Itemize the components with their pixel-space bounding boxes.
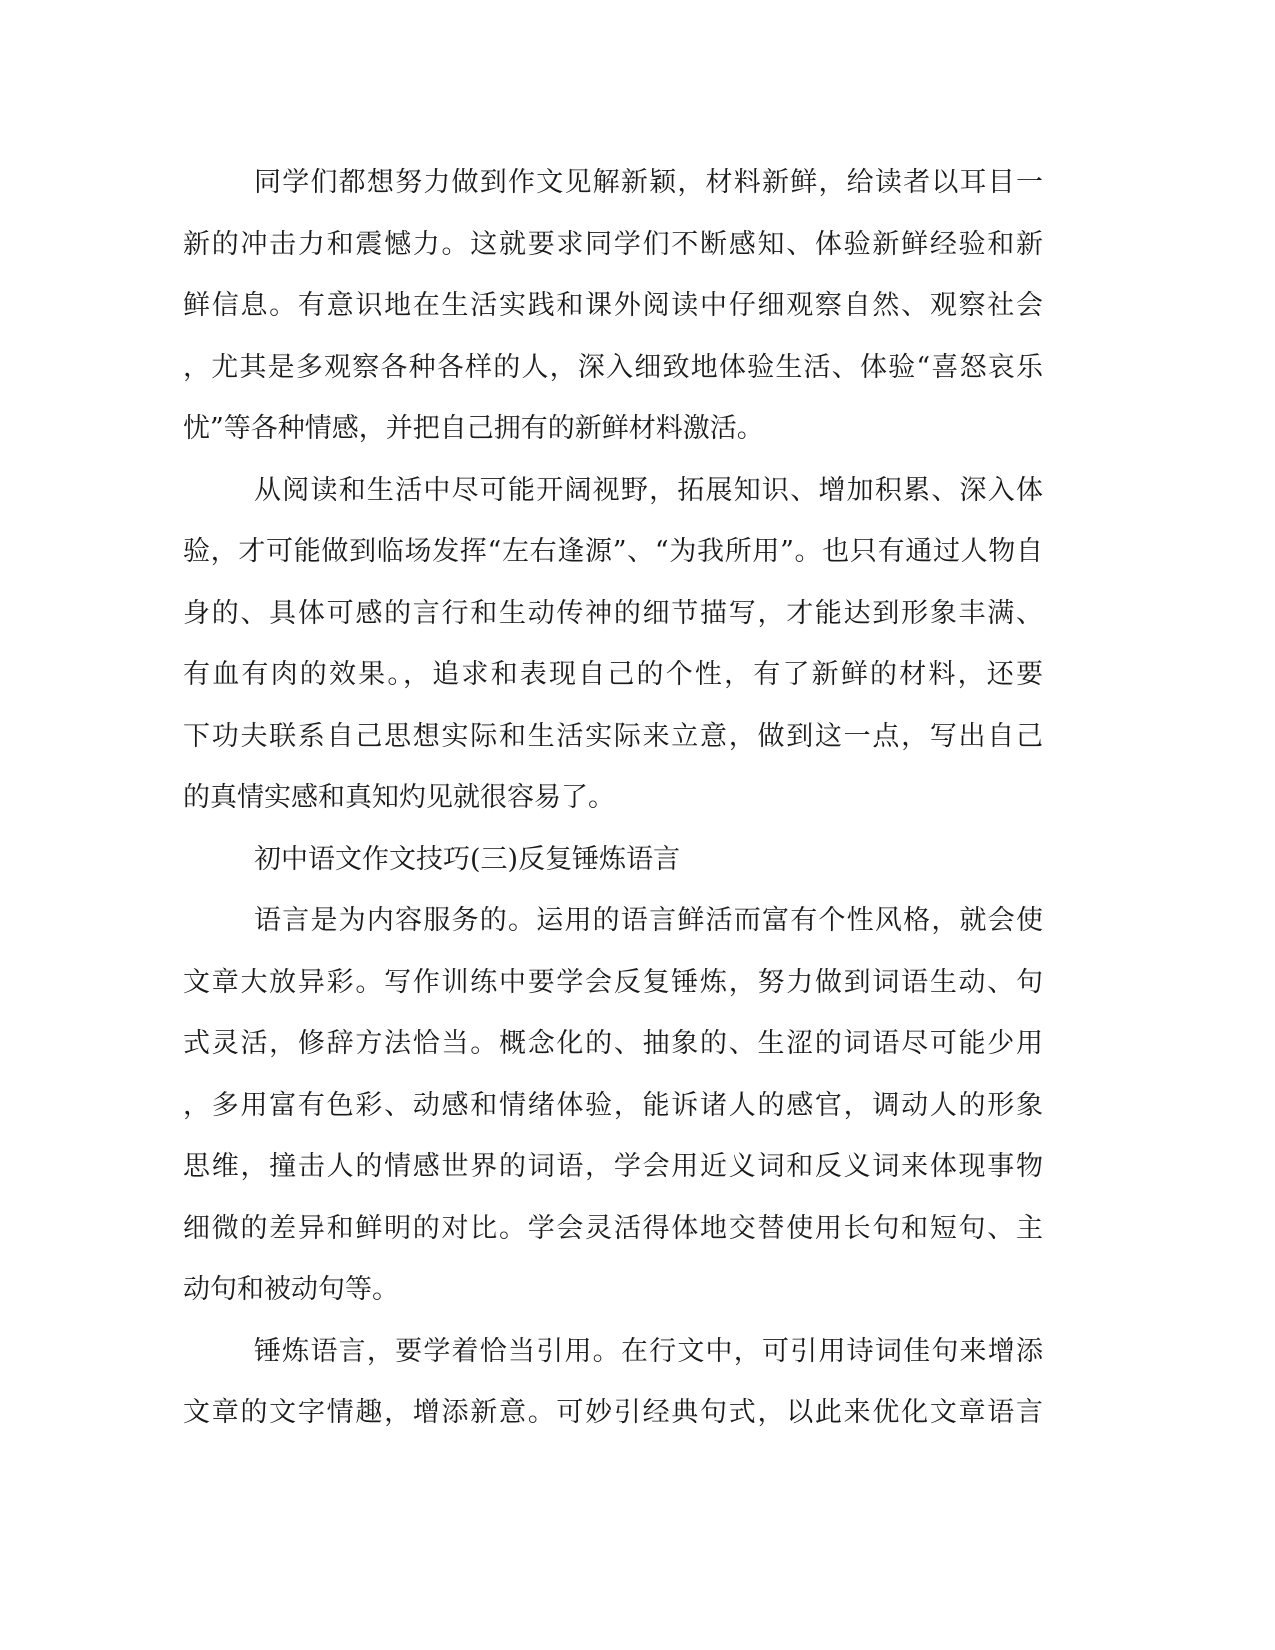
document-body [183, 152, 1043, 1444]
text-line: 文章大放异彩。写作训练中要学会反复锤炼，努力做到词语生动、句 [183, 966, 1043, 998]
text-line: 动句和被动句等。 [183, 1274, 399, 1305]
section-heading [183, 829, 1043, 891]
text-line: 下功夫联系自己思想实际和生活实际来立意，做到这一点，写出自己 [183, 720, 1043, 752]
paragraph-3 [183, 890, 1043, 1321]
text-line: 从阅读和生活中尽可能开阔视野，拓展知识、增加积累、深入体 [254, 474, 1043, 506]
text-line: 思维，撞击人的情感世界的词语，学会用近义词和反义词来体现事物 [183, 1151, 1043, 1182]
text-line: 有血有肉的效果。，追求和表现自己的个性，有了新鲜的材料，还要 [183, 659, 1043, 690]
text-line: ，多用富有色彩、动感和情绪体验，能诉诸人的感官，调动人的形象 [183, 1089, 1043, 1121]
text-line: 式灵活，修辞方法恰当。概念化的、抽象的、生涩的词语尽可能少用 [183, 1028, 1043, 1059]
text-line: 锤炼语言，要学着恰当引用。在行文中，可引用诗词佳句来增添 [254, 1335, 1043, 1367]
text-line: 忧”等各种情感，并把自己拥有的新鲜材料激活。 [183, 413, 764, 444]
text-line: 新的冲击力和震憾力。这就要求同学们不断感知、体验新鲜经验和新 [183, 228, 1043, 260]
text-line: 语言是为内容服务的。运用的语言鲜活而富有个性风格，就会使 [254, 905, 1043, 936]
heading-text: 初中语文作文技巧(三)反复锤炼语言 [254, 843, 681, 875]
paragraph-2 [183, 460, 1043, 829]
paragraph-4 [183, 1321, 1043, 1444]
text-line: 的真情实感和真知灼见就很容易了。 [183, 782, 615, 813]
text-line: 同学们都想努力做到作文见解新颖，材料新鲜，给读者以耳目一 [254, 167, 1043, 198]
text-line: 文章的文字情趣，增添新意。可妙引经典句式，以此来优化文章语言 [183, 1397, 1043, 1428]
text-line: 验，才可能做到临场发挥“左右逢源”、“为我所用”。也只有通过人物自 [183, 536, 1043, 567]
text-line: 身的、具体可感的言行和生动传神的细节描写，才能达到形象丰满、 [183, 597, 1043, 629]
paragraph-1 [183, 152, 1043, 460]
text-line: ，尤其是多观察各种各样的人，深入细致地体验生活、体验“喜怒哀乐 [183, 351, 1043, 383]
text-line: 细微的差异和鲜明的对比。学会灵活得体地交替使用长句和短句、主 [183, 1212, 1043, 1244]
text-line: 鲜信息。有意识地在生活实践和课外阅读中仔细观察自然、观察社会 [183, 290, 1043, 321]
